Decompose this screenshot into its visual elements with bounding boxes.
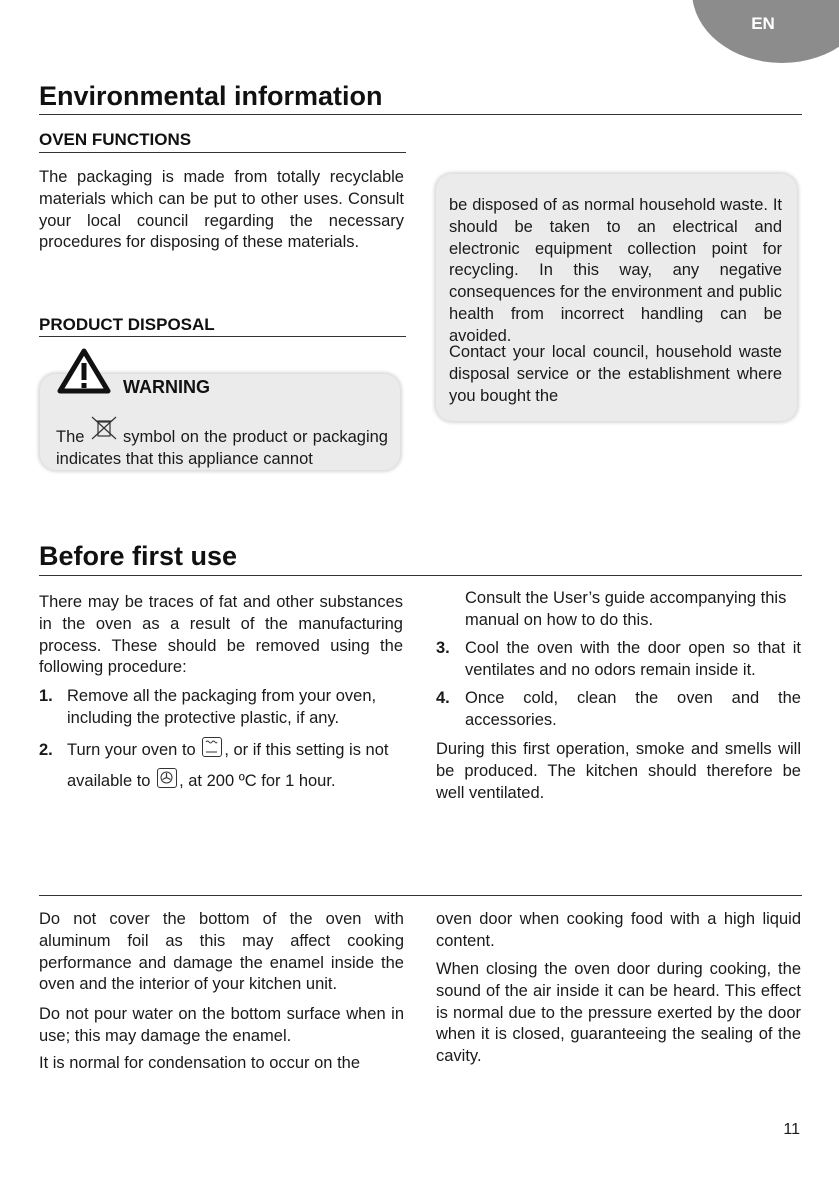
notes-rule (39, 895, 802, 896)
section-title-first-use: Before first use (39, 541, 238, 571)
warning-text-rest: symbol on the product or packaging indicates that this appliance cannot (56, 428, 388, 468)
step-number: 1. (39, 687, 53, 705)
language-label: EN (751, 14, 775, 33)
conventional-heating-icon (202, 737, 222, 757)
consult-text: Consult the User’s guide accompanying this manual on how to do this. (465, 589, 787, 629)
step-number: 4. (436, 689, 450, 707)
step-text-b: , or if this setting is not available to (67, 741, 389, 790)
step-text: Once cold, clean the oven and the accessories. (465, 689, 801, 729)
list-item (39, 735, 404, 799)
list-item (436, 687, 801, 731)
step-text: Remove all the packaging from your oven, including the protective plastic, if any. (67, 687, 377, 727)
first-use-intro: There may be traces of fat and other substances in the oven as a result of the manufacturing process. These should be removed using the following procedure: (39, 593, 403, 677)
first-use-outro: During this first operation, smoke and smells will be produced. The kitchen should therefore be well ventilated. (436, 740, 801, 802)
title-rule (39, 575, 802, 576)
note-paragraph: Do not cover the bottom of the oven with aluminum foil as this may affect cooking performance and damage the enamel inside the oven and the interior of your kitchen unit. (39, 910, 404, 994)
step-number: 3. (436, 639, 450, 657)
title-rule (39, 114, 802, 115)
oven-functions-text: The packaging is made from totally recyclable materials which can be put to other uses. Consult your local council regarding the necessary procedures for disposing of these materials. (39, 168, 404, 252)
note-paragraph: When closing the oven door during cooking, the sound of the air inside it can be heard. This effect is normal due to the pressure exerted by the door when it is closed, guaranteeing the sealing of the cavity. (436, 960, 801, 1066)
warning-triangle-icon (57, 348, 111, 394)
list-item (39, 685, 404, 729)
heading-rule (39, 152, 406, 153)
step-text-c: , at 200 ºC for 1 hour. (179, 772, 336, 790)
step-text-a: Turn your oven to (67, 741, 196, 759)
oven-functions-heading: OVEN FUNCTIONS (39, 130, 192, 149)
crossed-bin-icon (90, 416, 118, 440)
warning-title: WARNING (123, 377, 210, 397)
warning-text (56, 416, 388, 470)
heading-rule (39, 336, 406, 337)
note-paragraph: It is normal for condensation to occur on the (39, 1054, 361, 1072)
note-paragraph: oven door when cooking food with a high liquid content. (436, 910, 801, 950)
section-title-environmental: Environmental information (39, 81, 383, 111)
step-text: Cool the oven with the door open so that it ventilates and no odors remain inside it. (465, 639, 801, 679)
fan-heating-icon (157, 768, 177, 788)
page-number: 11 (783, 1121, 800, 1138)
warning-text-start: The (56, 428, 85, 446)
product-disposal-heading: PRODUCT DISPOSAL (39, 315, 215, 334)
step-text (67, 735, 404, 797)
disposal-continued-text: be disposed of as normal household waste. It should be taken to an electrical and electronic equipment collection point for recycling. In this way, any negative consequences for the environment and public health from incorrect handling can be avoided. (449, 196, 782, 345)
step-number: 2. (39, 741, 53, 759)
list-item (436, 637, 801, 681)
note-paragraph: Do not pour water on the bottom surface when in use; this may damage the enamel. (39, 1005, 404, 1045)
disposal-contact-text: Contact your local council, household waste disposal service or the establishment where you bought the (449, 343, 782, 405)
